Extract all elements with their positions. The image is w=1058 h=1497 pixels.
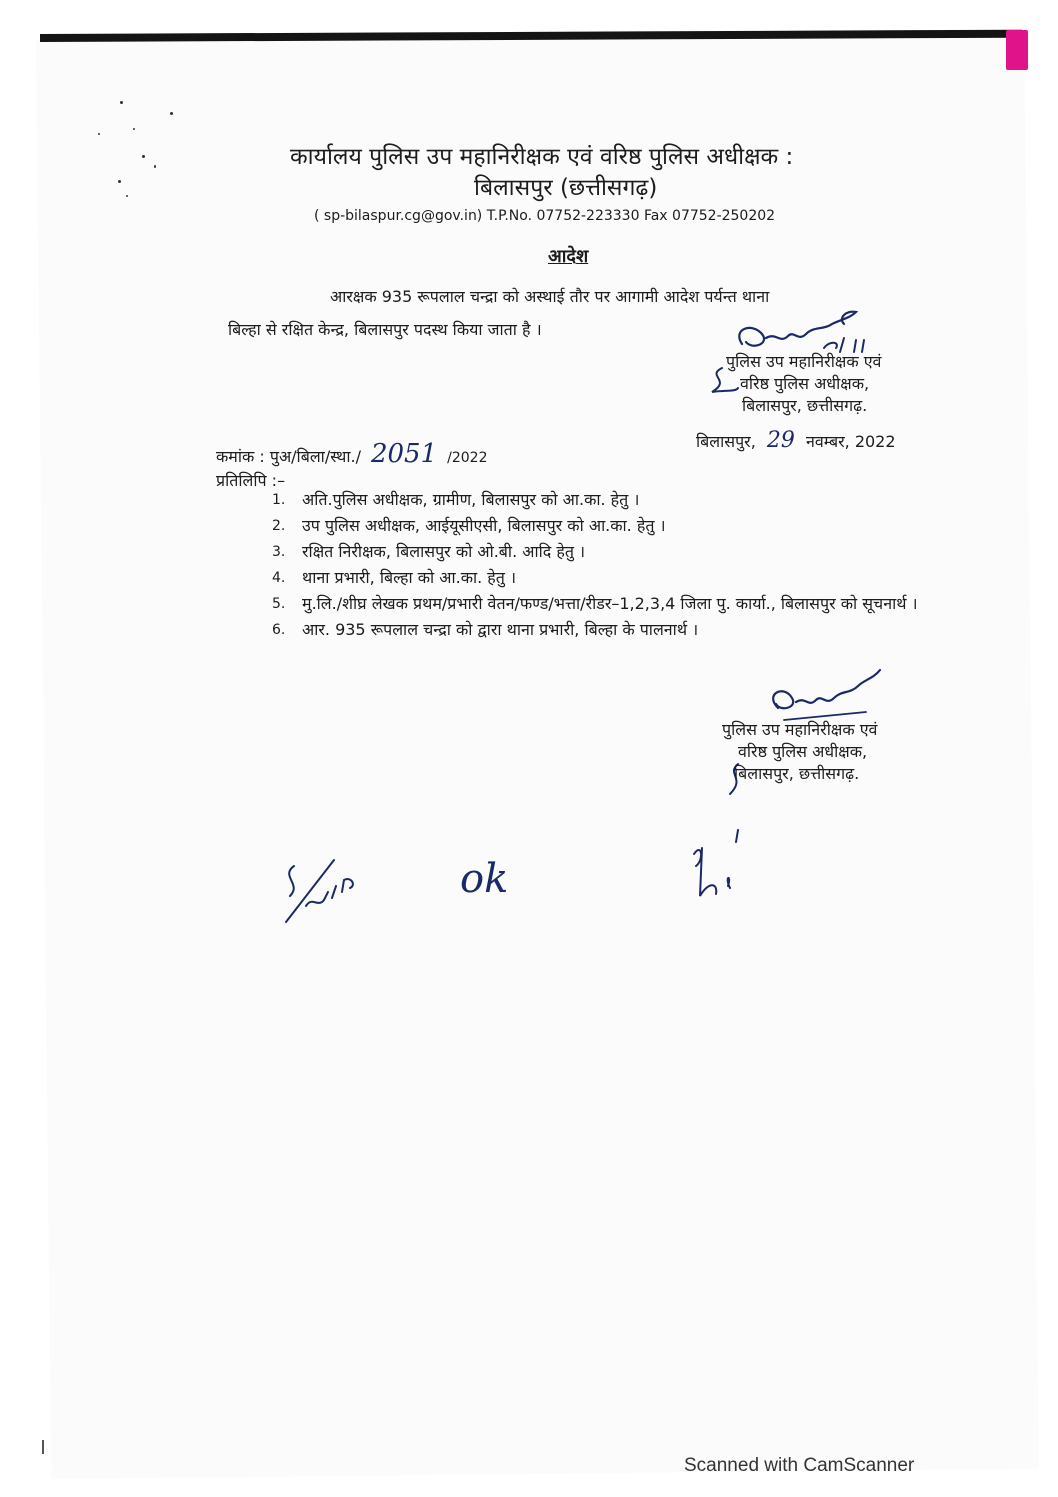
copy-to-label: प्रतिलिपि :– [216,471,286,490]
handwritten-ref-number: 2051 [370,439,438,469]
list-item: 1. अति.पुलिस अधीक्षक, ग्रामीण, बिलासपुर को आ.का. हेतु । [272,490,640,509]
list-item: 3. रक्षित निरीक्षक, बिलासपुर को ओ.बी. आदि हेतु । [272,542,586,561]
place-date: बिलासपुर, 29 नवम्बर, 2022 [696,428,896,453]
signatory-title: पुलिस उप महानिरीक्षक एवं [726,352,882,371]
initials-2 [688,826,748,906]
signature-block-2 [722,719,877,785]
signature-block-1 [726,351,881,417]
scanner-watermark: Scanned with CamScanner [684,1455,915,1476]
list-item: 2. उप पुलिस अधीक्षक, आईयूसीएसी, बिलासपुर को आ.का. हेतु । [272,516,666,535]
office-title: कार्यालय पुलिस उप महानिरीक्षक एवं वरिष्ठ पुलिस अधीक्षक : [290,144,794,170]
list-item: 6. आर. 935 रूपलाल चन्द्रा को द्वारा थाना प्रभारी, बिल्हा के पालनार्थ । [272,620,699,639]
signatory-location: बिलासपुर, छत्तीसगढ़. [742,396,868,415]
list-item: 5. मु.लि./शीघ्र लेखक प्रथम/प्रभारी वेतन/फण्ड/भत्ता/रीडर–1,2,3,4 जिला पु. कार्या., बिलासपुर को सूचनार्थ । [272,594,918,613]
handwritten-day: 29 [766,428,795,453]
signature-2 [754,664,894,724]
initials-1 [272,852,382,928]
order-body-line-1: आरक्षक 935 रूपलाल चन्द्रा को अस्थाई तौर पर आगामी आदेश पर्यन्त थाना [330,287,770,306]
order-body-line-2: बिल्हा से रक्षित केन्द्र, बिलासपुर पदस्थ किया जाता है । [228,320,542,339]
office-location: बिलासपुर (छत्तीसगढ़) [474,175,658,201]
copy-list [272,489,952,645]
signatory-title: पुलिस उप महानिरीक्षक एवं [722,720,878,739]
list-item: 4. थाना प्रभारी, बिल्हा को आ.का. हेतु । [272,568,517,587]
reference-number: कमांक : पुअ/बिला/स्था./ 2051 /2022 [216,439,488,469]
paper-sheet [36,29,1039,1479]
signatory-title-2: वरिष्ठ पुलिस अधीक्षक, [738,742,868,761]
contact-line: ( sp-bilaspur.cg@gov.in) T.P.No. 07752-223330 Fax 07752-250202 [314,208,776,224]
signatory-location: बिलासपुर, छत्तीसगढ़. [734,764,860,783]
signatory-title-2: वरिष्ठ पुलिस अधीक्षक, [740,374,870,393]
handwritten-ok: ok [460,856,509,902]
pink-tab [1006,30,1028,70]
scan-edge-mark [42,1440,44,1454]
order-heading: आदेश [548,246,589,267]
